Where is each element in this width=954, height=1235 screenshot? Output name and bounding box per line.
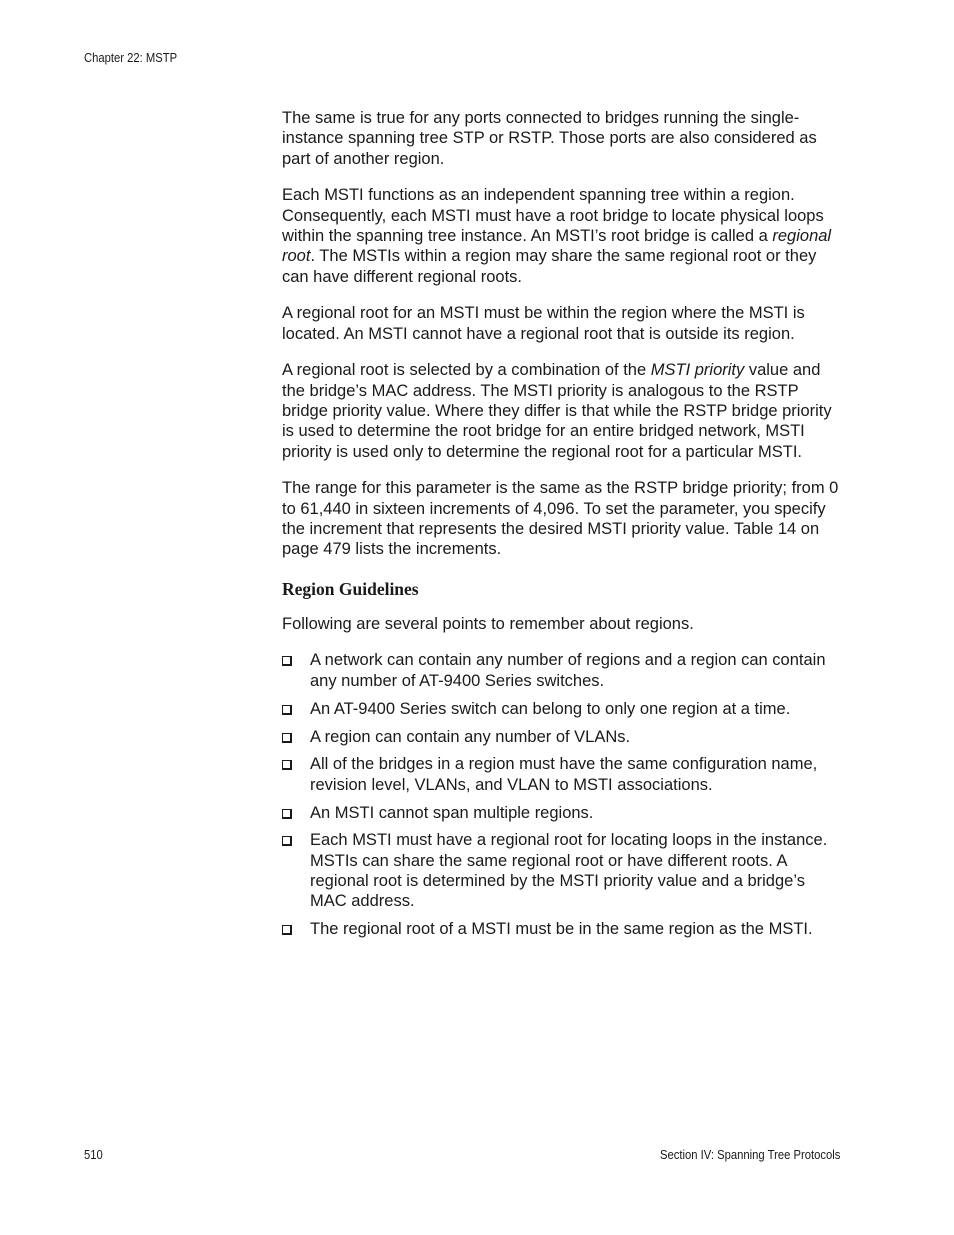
list-item: [282, 650, 844, 691]
checkbox-bullet-icon: [282, 656, 292, 666]
list-item-text: All of the bridges in a region must have the same configuration name, revision level, VLANs, and VLAN to MSTI associations.: [310, 755, 818, 794]
checkbox-bullet-icon: [282, 733, 292, 743]
paragraph: [282, 478, 844, 559]
list-item-text: A network can contain any number of regions and a region can contain any number of AT-9400 Series switches.: [310, 651, 826, 690]
paragraph-text: A regional root is selected by a combination of the: [282, 361, 651, 380]
list-item: [282, 699, 844, 719]
list-item-text: A region can contain any number of VLANs.: [310, 727, 631, 746]
paragraph-text: Each MSTI functions as an independent spanning tree within a region. Consequently, each MSTI must have a root bridge to locate physical loops within the spanning tree instance. An MSTI’s root bridge is called a: [282, 186, 824, 245]
paragraph-text: Following are several points to remember about regions.: [282, 614, 694, 633]
paragraph-text: . The MSTIs within a region may share the same regional root or they can have different regional roots.: [282, 247, 817, 286]
checkbox-bullet-icon: [282, 809, 292, 819]
paragraph-text: The range for this parameter is the same as the RSTP bridge priority; from 0 to 61,440 in sixteen increments of 4,096. To set the parameter, you specify the increment that represents the desired MSTI priority value. Table 14 on page 479 lists the increments.: [282, 479, 839, 559]
checkbox-bullet-icon: [282, 836, 292, 846]
list-item: [282, 830, 844, 911]
main-content: [282, 108, 844, 947]
list-item: [282, 727, 844, 747]
checkbox-bullet-icon: [282, 760, 292, 770]
list-item: [282, 803, 844, 823]
paragraph-text: value and the bridge’s MAC address. The MSTI priority is analogous to the RSTP bridge priority value. Where they differ is that while the RSTP bridge priority is used to determine the root bridge for an entire bridged network, MSTI priority is used only to determine the regional root for a particular MSTI.: [282, 361, 832, 461]
page-number: 510: [84, 1148, 103, 1162]
paragraph-text: A regional root for an MSTI must be within the region where the MSTI is located. An MSTI cannot have a regional root that is outside its region.: [282, 304, 805, 343]
bullet-list: [282, 650, 844, 939]
paragraph-text: The same is true for any ports connected to bridges running the single-instance spanning tree STP or RSTP. Those ports are also considered as part of another region.: [282, 109, 817, 168]
checkbox-bullet-icon: [282, 925, 292, 935]
section-intro: [282, 614, 844, 634]
section-heading: Region Guidelines: [282, 578, 419, 599]
checkbox-bullet-icon: [282, 705, 292, 715]
emphasized-term: regional root: [282, 226, 832, 266]
list-item-text: An MSTI cannot span multiple regions.: [310, 803, 594, 822]
emphasized-term: MSTI priority: [650, 361, 745, 380]
paragraph: [282, 108, 844, 169]
list-item: [282, 754, 844, 795]
paragraph: [282, 360, 844, 461]
list-item-text: An AT-9400 Series switch can belong to only one region at a time.: [310, 699, 791, 718]
running-header: Chapter 22: MSTP: [84, 51, 178, 65]
list-item-text: The regional root of a MSTI must be in the same region as the MSTI.: [310, 920, 813, 939]
list-item-text: Each MSTI must have a regional root for locating loops in the instance. MSTIs can share the same regional root or have different roots. A regional root is determined by the MSTI priority value and a bridge’s MAC address.: [310, 831, 828, 911]
list-item: [282, 919, 844, 939]
paragraph: [282, 303, 844, 344]
running-footer: Section IV: Spanning Tree Protocols: [659, 1148, 840, 1162]
paragraph: [282, 185, 844, 286]
